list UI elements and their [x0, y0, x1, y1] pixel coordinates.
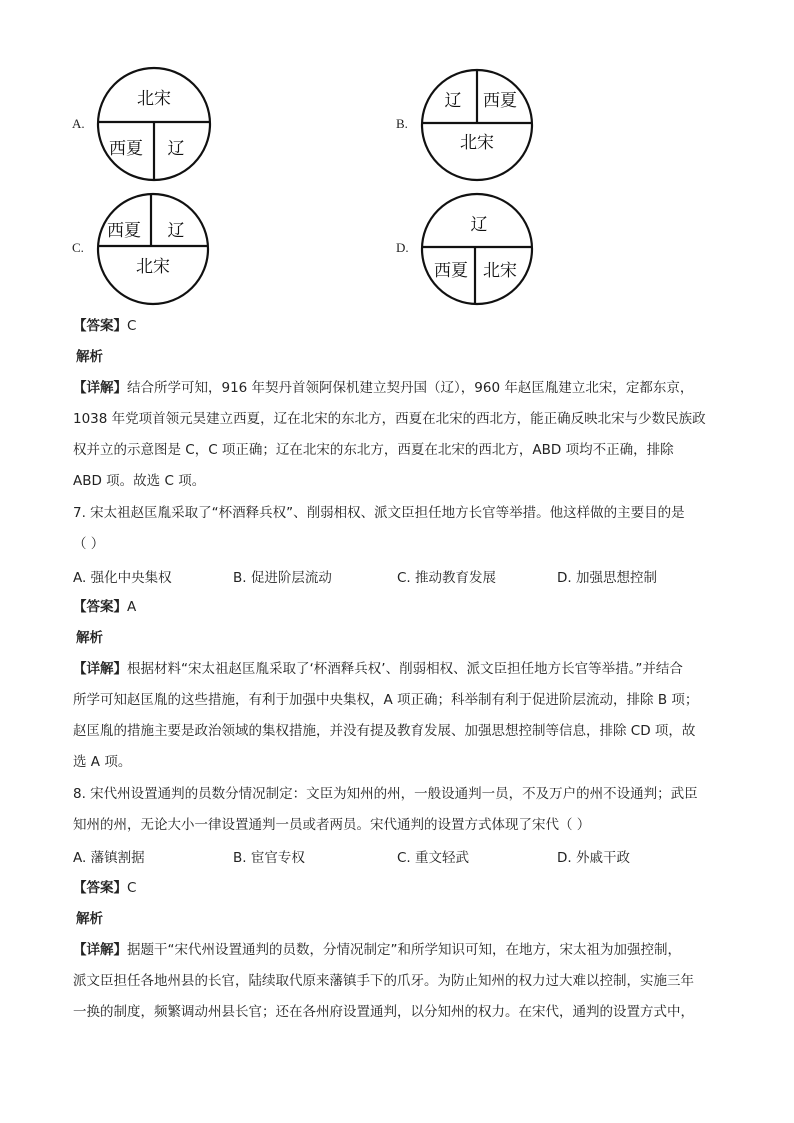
q6-detail-line-2: 1038 年党项首领元昊建立西夏，辽在北宋的东北方，西夏在北宋的西北方，能正确反映北宋与少数民族政 — [73, 411, 706, 427]
q8-option-b[interactable]: B. 宦官专权 — [233, 850, 305, 866]
q7-detail-line-1 — [73, 659, 683, 679]
diagram-b-top-left-label: 辽 — [444, 91, 462, 111]
q6-detail-line-4: ABD 项。故选 C 项。 — [73, 473, 206, 489]
diagram-c-top-left-label: 西夏 — [107, 221, 141, 241]
q7-blank: （ ） — [73, 536, 105, 552]
q8-detail-tag: 【详解】 — [73, 942, 127, 958]
option-letter-a: A. — [72, 116, 85, 131]
diagram-d-bottom-right-label: 北宋 — [483, 261, 517, 281]
q8-detail-text-1: 据题干“宋代州设置通判的员数，分情况制定”和所学知识可知，在地方，宋太祖为加强控制， — [127, 942, 681, 958]
q6-answer — [73, 316, 136, 336]
q7-detail-line-4: 选 A 项。 — [73, 754, 132, 770]
q7-option-d[interactable]: D. 加强思想控制 — [557, 570, 657, 586]
q8-detail-line-1 — [73, 940, 681, 960]
q8-answer — [73, 878, 136, 898]
q7-stem: 7. 宋太祖赵匡胤采取了“杯酒释兵权”、削弱相权、派文臣担任地方长官等举措。他这样做的主要目的是 — [73, 505, 685, 521]
q7-option-b[interactable]: B. 促进阶层流动 — [233, 570, 332, 586]
diagram-c-top-right-label: 辽 — [167, 221, 185, 241]
q7-detail-line-3: 赵匡胤的措施主要是政治领域的集权措施，并没有提及教育发展、加强思想控制等信息，排除 CD 项，故 — [73, 723, 696, 739]
diagram-a-top-label: 北宋 — [137, 89, 171, 109]
q8-answer-tag: 【答案】 — [73, 880, 127, 896]
q6-answer-tag: 【答案】 — [73, 318, 127, 334]
q7-option-a[interactable]: A. 强化中央集权 — [73, 570, 172, 586]
diagram-a — [96, 66, 212, 182]
diagram-b-bottom-label: 北宋 — [460, 133, 494, 153]
q6-detail-line-1 — [73, 378, 693, 398]
q7-option-c[interactable]: C. 推动教育发展 — [397, 570, 497, 586]
q8-answer-value: C — [127, 880, 137, 896]
diagram-b-top-right-label: 西夏 — [483, 91, 517, 111]
q7-answer — [73, 597, 136, 617]
q8-analysis-heading: 解析 — [76, 911, 103, 927]
q8-option-d[interactable]: D. 外戚干政 — [557, 850, 630, 866]
option-letter-d: D. — [396, 240, 409, 255]
q6-detail-tag: 【详解】 — [73, 380, 127, 396]
diagram-d — [420, 192, 534, 306]
diagram-a-bottom-left-label: 西夏 — [109, 139, 143, 159]
diagram-d-bottom-left-label: 西夏 — [434, 261, 468, 281]
q8-stem-line-1: 8. 宋代州设置通判的员数分情况制定：文臣为知州的州，一般设通判一员，不及万户的州不设通判；武臣 — [73, 786, 698, 802]
diagram-b — [420, 68, 534, 182]
q7-detail-text-1: 根据材料“宋太祖赵匡胤采取了‘杯酒释兵权’、削弱相权、派文臣担任地方长官等举措。”并结合 — [127, 661, 683, 677]
q7-detail-tag: 【详解】 — [73, 661, 127, 677]
q8-detail-line-2: 派文臣担任各地州县的长官，陆续取代原来藩镇手下的爪牙。为防止知州的权力过大难以控制，实施三年 — [73, 973, 694, 989]
q7-detail-line-2: 所学可知赵匡胤的这些措施，有利于加强中央集权，A 项正确；科举制有利于促进阶层流动，排除 B 项； — [73, 692, 699, 708]
q8-detail-line-3: 一换的制度，频繁调动州县长官；还在各州府设置通判，以分知州的权力。在宋代，通判的设置方式中， — [73, 1004, 694, 1020]
q6-detail-line-3: 权并立的示意图是 C，C 项正确；辽在北宋的东北方，西夏在北宋的西北方，ABD 项均不正确，排除 — [73, 442, 674, 458]
diagram-a-bottom-right-label: 辽 — [167, 139, 185, 159]
diagram-c-bottom-label: 北宋 — [136, 257, 170, 277]
q6-detail-text-1: 结合所学可知，916 年契丹首领阿保机建立契丹国（辽），960 年赵匡胤建立北宋，定都东京， — [127, 380, 694, 396]
q8-option-c[interactable]: C. 重文轻武 — [397, 850, 470, 866]
option-letter-b: B. — [396, 116, 408, 131]
q6-answer-value: C — [127, 318, 137, 334]
q7-answer-tag: 【答案】 — [73, 599, 127, 615]
q7-answer-value: A — [127, 599, 137, 615]
diagram-d-top-label: 辽 — [470, 215, 488, 235]
diagram-c — [96, 192, 210, 306]
q7-analysis-heading: 解析 — [76, 630, 103, 646]
option-letter-c: C. — [72, 240, 84, 255]
q6-analysis-heading: 解析 — [76, 349, 103, 365]
q8-stem-line-2: 知州的州，无论大小一律设置通判一员或者两员。宋代通判的设置方式体现了宋代（ ） — [73, 817, 591, 833]
q8-option-a[interactable]: A. 藩镇割据 — [73, 850, 145, 866]
